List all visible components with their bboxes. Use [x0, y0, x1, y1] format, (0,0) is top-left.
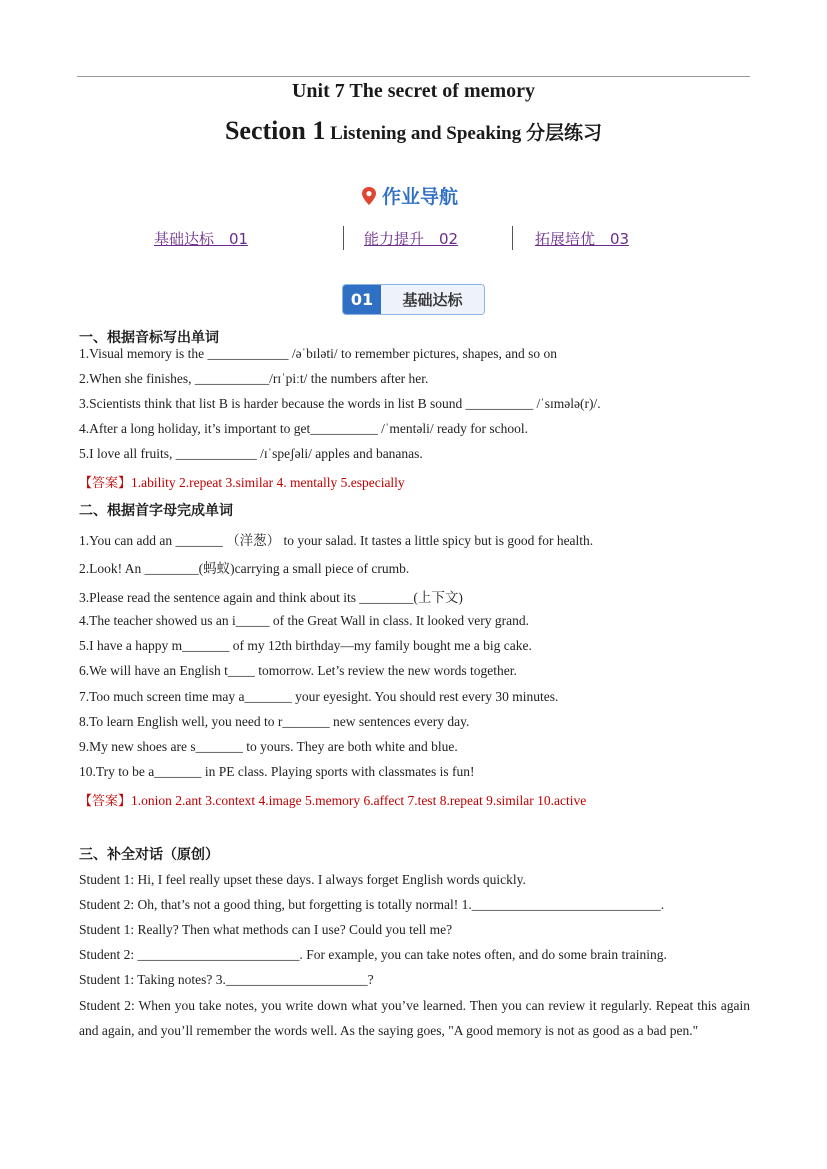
- part1-item: 2.When she finishes, ___________/rɪˈpiːt/ the numbers after her.: [79, 371, 429, 386]
- answer-text: 1.onion 2.ant 3.context 4.image 5.memory 6.affect 7.test 8.repeat 9.similar 10.active: [131, 793, 587, 808]
- nav-divider: [512, 226, 513, 250]
- dialogue-line: Student 1: Taking notes? 3._____________________?: [79, 972, 374, 987]
- part1-answer: [79, 472, 405, 491]
- badge-label: 基础达标: [381, 285, 484, 314]
- unit-title: Unit 7 The secret of memory: [291, 80, 536, 102]
- part2-item: 6.We will have an English t____ tomorrow. Let’s review the new words together.: [79, 663, 517, 678]
- nav-link-basic[interactable]: 基础达标 01: [154, 230, 249, 248]
- nav-links: [0, 226, 827, 252]
- part1-heading: 一、根据音标写出单词: [79, 330, 219, 346]
- part2-item: 3.Please read the sentence again and think about its ________(上下文): [79, 590, 463, 605]
- part1-item: 4.After a long holiday, it’s important to get__________ /ˈmentəli/ ready for school.: [79, 421, 529, 436]
- answer-tag: 【答案】: [79, 476, 132, 491]
- nav-divider: [343, 226, 344, 250]
- part3-heading: 三、补全对话（原创）: [79, 847, 219, 863]
- section-number: Section 1: [224, 116, 326, 145]
- badge-number: 01: [343, 285, 381, 314]
- part2-item: 8.To learn English well, you need to r_______ new sentences every day.: [79, 714, 470, 729]
- location-pin-icon: [360, 186, 378, 206]
- nav-link-improve[interactable]: 能力提升 02: [364, 230, 459, 248]
- dialogue-line: Student 1: Hi, I feel really upset these days. I always forget English words quickly.: [79, 872, 526, 887]
- part1-item: 3.Scientists think that list B is harder because the words in list B sound __________ /ˈsɪmələ(r)/.: [79, 396, 601, 411]
- section-title: [0, 116, 827, 146]
- dialogue-line: Student 1: Really? Then what methods can I use? Could you tell me?: [79, 922, 453, 937]
- top-rule: [77, 76, 750, 77]
- part2-answer: [79, 790, 586, 809]
- part1-item: 1.Visual memory is the ____________ /əˈbɪləti/ to remember pictures, shapes, and so on: [79, 346, 557, 361]
- section-topic: Listening and Speaking: [325, 123, 526, 144]
- part2-item: 1.You can add an _______ （洋葱） to your salad. It tastes a little spicy but is good for health.: [79, 533, 594, 548]
- part2-item: 4.The teacher showed us an i_____ of the Great Wall in class. It looked very grand.: [79, 613, 530, 628]
- part2-item: 10.Try to be a_______ in PE class. Playing sports with classmates is fun!: [79, 764, 475, 779]
- part1-item: 5.I love all fruits, ____________ /ɪˈspeʃəli/ apples and bananas.: [79, 446, 423, 461]
- dialogue-line: Student 2: Oh, that’s not a good thing, but forgetting is totally normal! 1.____________________________.: [79, 897, 665, 912]
- dialogue-line: Student 2: ________________________. For example, you can take notes often, and do some brain training.: [79, 947, 667, 962]
- part2-item: 2.Look! An ________(蚂蚁)carrying a small piece of crumb.: [79, 561, 410, 576]
- section-suffix: 分层练习: [526, 122, 603, 144]
- dialogue-paragraph: Student 2: When you take notes, you write down what you’ve learned. Then you can review it regularly. Repeat this again and again, and you’ll remember the words well. As the saying goes, "A good memory is not as good as a bad pen.": [79, 998, 750, 1038]
- part2-heading: 二、根据首字母完成单词: [79, 503, 233, 519]
- part2-item: 5.I have a happy m_______ of my 12th birthday—my family bought me a big cake.: [79, 638, 532, 653]
- section-badge: [342, 284, 485, 315]
- answer-tag: 【答案】: [79, 794, 132, 809]
- nav-link-extend[interactable]: 拓展培优 03: [535, 230, 630, 248]
- nav-title: 作业导航: [382, 186, 459, 208]
- part2-item: 7.Too much screen time may a_______ your eyesight. You should rest every 30 minutes.: [79, 689, 559, 704]
- homework-nav-heading: [360, 182, 458, 209]
- part2-item: 9.My new shoes are s_______ to yours. They are both white and blue.: [79, 739, 458, 754]
- answer-text: 1.ability 2.repeat 3.similar 4. mentally 5.especially: [131, 475, 405, 490]
